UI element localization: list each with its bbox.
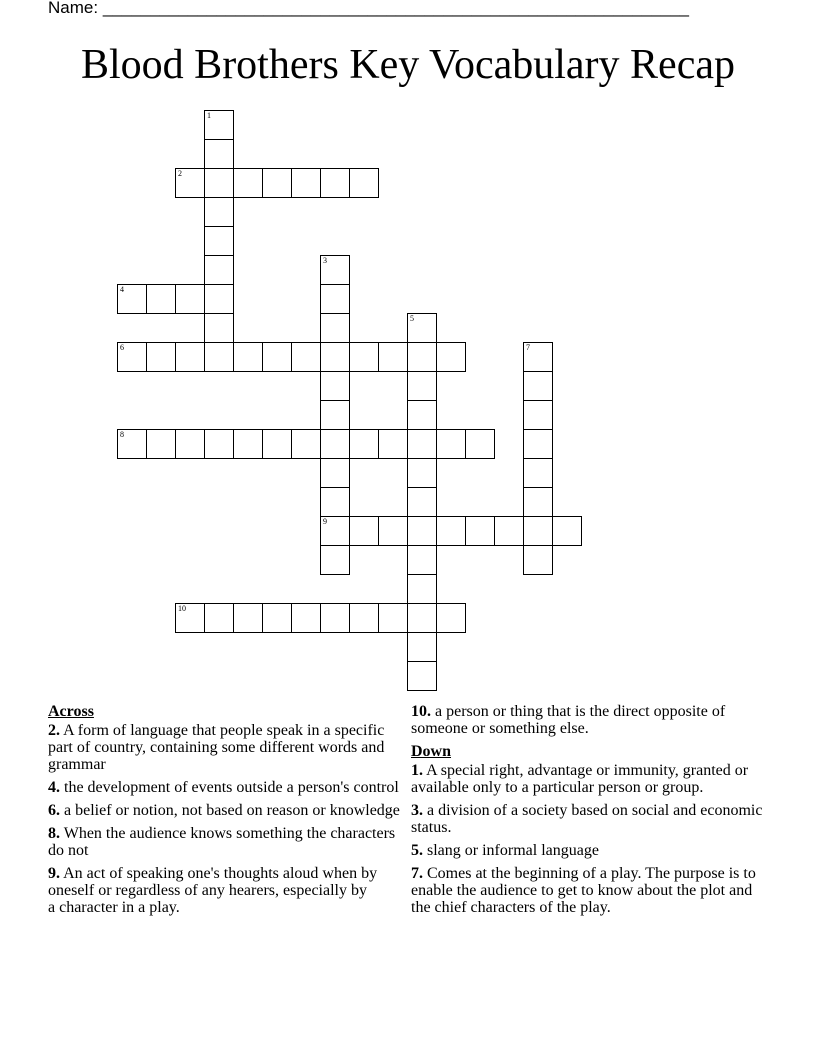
page-title: Blood Brothers Key Vocabulary Recap bbox=[81, 42, 735, 88]
grid-cell[interactable] bbox=[523, 429, 553, 459]
grid-cell[interactable] bbox=[320, 429, 350, 459]
grid-cell[interactable] bbox=[407, 487, 437, 517]
clues-column-right bbox=[411, 703, 771, 922]
clue-across-9: 9. An act of speaking one's thoughts aloud when by oneself or regardless of any hearers, especially by a character in a play. bbox=[48, 865, 378, 916]
grid-cell[interactable] bbox=[175, 342, 205, 372]
grid-cell[interactable] bbox=[262, 168, 292, 198]
grid-cell[interactable] bbox=[320, 313, 350, 343]
grid-cell[interactable] bbox=[407, 574, 437, 604]
grid-cell[interactable] bbox=[523, 400, 553, 430]
grid-cell[interactable] bbox=[523, 487, 553, 517]
grid-cell[interactable] bbox=[349, 516, 379, 546]
clues-column-left bbox=[48, 703, 408, 922]
grid-cell[interactable] bbox=[291, 603, 321, 633]
name-label: Name: bbox=[48, 0, 99, 17]
grid-cell[interactable] bbox=[175, 284, 205, 314]
grid-cell[interactable] bbox=[146, 342, 176, 372]
grid-cell[interactable] bbox=[117, 284, 147, 314]
grid-cell[interactable] bbox=[291, 168, 321, 198]
grid-cell[interactable] bbox=[407, 632, 437, 662]
grid-cell[interactable] bbox=[494, 516, 524, 546]
grid-cell[interactable] bbox=[349, 168, 379, 198]
clue-down-3: 3. a division of a society based on social and economic status. bbox=[411, 802, 763, 836]
grid-clue-number: 6 bbox=[120, 343, 124, 352]
grid-clue-number: 3 bbox=[323, 256, 327, 265]
grid-cell[interactable] bbox=[233, 168, 263, 198]
grid-cell[interactable] bbox=[320, 487, 350, 517]
grid-clue-number: 8 bbox=[120, 430, 124, 439]
clue-across-4: 4. the development of events outside a person's control bbox=[48, 779, 399, 796]
clue-across-8: 8. When the audience knows something the characters do not bbox=[48, 825, 396, 859]
grid-cell[interactable] bbox=[523, 371, 553, 401]
grid-cell[interactable] bbox=[204, 197, 234, 227]
clue-down-1: 1. A special right, advantage or immunity, granted or available only to a particular person or group. bbox=[411, 762, 749, 796]
grid-cell[interactable] bbox=[407, 313, 437, 343]
grid-cell[interactable] bbox=[436, 603, 466, 633]
grid-cell[interactable] bbox=[436, 342, 466, 372]
grid-cell[interactable] bbox=[407, 342, 437, 372]
grid-cell[interactable] bbox=[523, 545, 553, 575]
grid-cell[interactable] bbox=[320, 516, 350, 546]
grid-cell[interactable] bbox=[233, 603, 263, 633]
grid-cell[interactable] bbox=[523, 458, 553, 488]
grid-cell[interactable] bbox=[407, 400, 437, 430]
grid-cell[interactable] bbox=[204, 342, 234, 372]
grid-cell[interactable] bbox=[407, 545, 437, 575]
grid-cell[interactable] bbox=[407, 516, 437, 546]
grid-cell[interactable] bbox=[204, 168, 234, 198]
grid-cell[interactable] bbox=[378, 342, 408, 372]
grid-clue-number: 9 bbox=[323, 517, 327, 526]
grid-cell[interactable] bbox=[407, 603, 437, 633]
grid-cell[interactable] bbox=[175, 429, 205, 459]
across-heading: Across bbox=[48, 703, 94, 720]
grid-clue-number: 2 bbox=[178, 169, 182, 178]
grid-cell[interactable] bbox=[146, 429, 176, 459]
grid-cell[interactable] bbox=[233, 342, 263, 372]
grid-cell[interactable] bbox=[204, 429, 234, 459]
grid-cell[interactable] bbox=[204, 139, 234, 169]
grid-cell[interactable] bbox=[320, 400, 350, 430]
grid-cell[interactable] bbox=[320, 603, 350, 633]
grid-cell[interactable] bbox=[262, 603, 292, 633]
grid-cell[interactable] bbox=[407, 429, 437, 459]
grid-cell[interactable] bbox=[320, 545, 350, 575]
grid-cell[interactable] bbox=[523, 342, 553, 372]
clue-down-7: 7. Comes at the beginning of a play. The purpose is to enable the audience to get to know about the plot and the chief characters of the play. bbox=[411, 865, 756, 916]
grid-cell[interactable] bbox=[175, 603, 205, 633]
grid-cell[interactable] bbox=[407, 458, 437, 488]
grid-cell[interactable] bbox=[291, 342, 321, 372]
grid-cell[interactable] bbox=[175, 168, 205, 198]
grid-cell[interactable] bbox=[378, 603, 408, 633]
grid-cell[interactable] bbox=[523, 516, 553, 546]
grid-cell[interactable] bbox=[378, 516, 408, 546]
grid-cell[interactable] bbox=[262, 342, 292, 372]
grid-cell[interactable] bbox=[117, 429, 147, 459]
grid-cell[interactable] bbox=[204, 110, 234, 140]
grid-cell[interactable] bbox=[320, 371, 350, 401]
grid-cell[interactable] bbox=[320, 458, 350, 488]
grid-cell[interactable] bbox=[320, 168, 350, 198]
grid-cell[interactable] bbox=[349, 429, 379, 459]
grid-cell[interactable] bbox=[291, 429, 321, 459]
grid-cell[interactable] bbox=[204, 603, 234, 633]
grid-cell[interactable] bbox=[436, 516, 466, 546]
clue-across-2: 2. A form of language that people speak in a specific part of country, containing some different words and grammar bbox=[48, 722, 385, 773]
grid-cell[interactable] bbox=[117, 342, 147, 372]
grid-cell[interactable] bbox=[465, 429, 495, 459]
grid-cell[interactable] bbox=[436, 429, 466, 459]
grid-cell[interactable] bbox=[146, 284, 176, 314]
grid-cell[interactable] bbox=[320, 255, 350, 285]
grid-cell[interactable] bbox=[204, 284, 234, 314]
grid-clue-number: 4 bbox=[120, 285, 124, 294]
grid-cell[interactable] bbox=[407, 661, 437, 691]
grid-cell[interactable] bbox=[204, 255, 234, 285]
grid-cell[interactable] bbox=[378, 429, 408, 459]
grid-cell[interactable] bbox=[552, 516, 582, 546]
clue-across-10: 10. a person or thing that is the direct opposite of someone or something else. bbox=[411, 703, 726, 737]
grid-clue-number: 7 bbox=[526, 343, 530, 352]
clue-down-5: 5. slang or informal language bbox=[411, 842, 599, 859]
grid-cell[interactable] bbox=[320, 342, 350, 372]
name-blank: ______________________________________________________________ bbox=[102, 0, 689, 17]
grid-cell[interactable] bbox=[204, 226, 234, 256]
grid-clue-number: 5 bbox=[410, 314, 414, 323]
grid-clue-number: 1 bbox=[207, 111, 211, 120]
grid-cell[interactable] bbox=[262, 429, 292, 459]
grid-cell[interactable] bbox=[320, 284, 350, 314]
down-heading: Down bbox=[411, 743, 452, 760]
grid-cell[interactable] bbox=[204, 313, 234, 343]
grid-cell[interactable] bbox=[349, 342, 379, 372]
grid-cell[interactable] bbox=[349, 603, 379, 633]
grid-clue-number: 10 bbox=[178, 604, 186, 613]
grid-cell[interactable] bbox=[233, 429, 263, 459]
grid-cell[interactable] bbox=[407, 371, 437, 401]
clue-across-6: 6. a belief or notion, not based on reason or knowledge bbox=[48, 802, 400, 819]
grid-cell[interactable] bbox=[465, 516, 495, 546]
